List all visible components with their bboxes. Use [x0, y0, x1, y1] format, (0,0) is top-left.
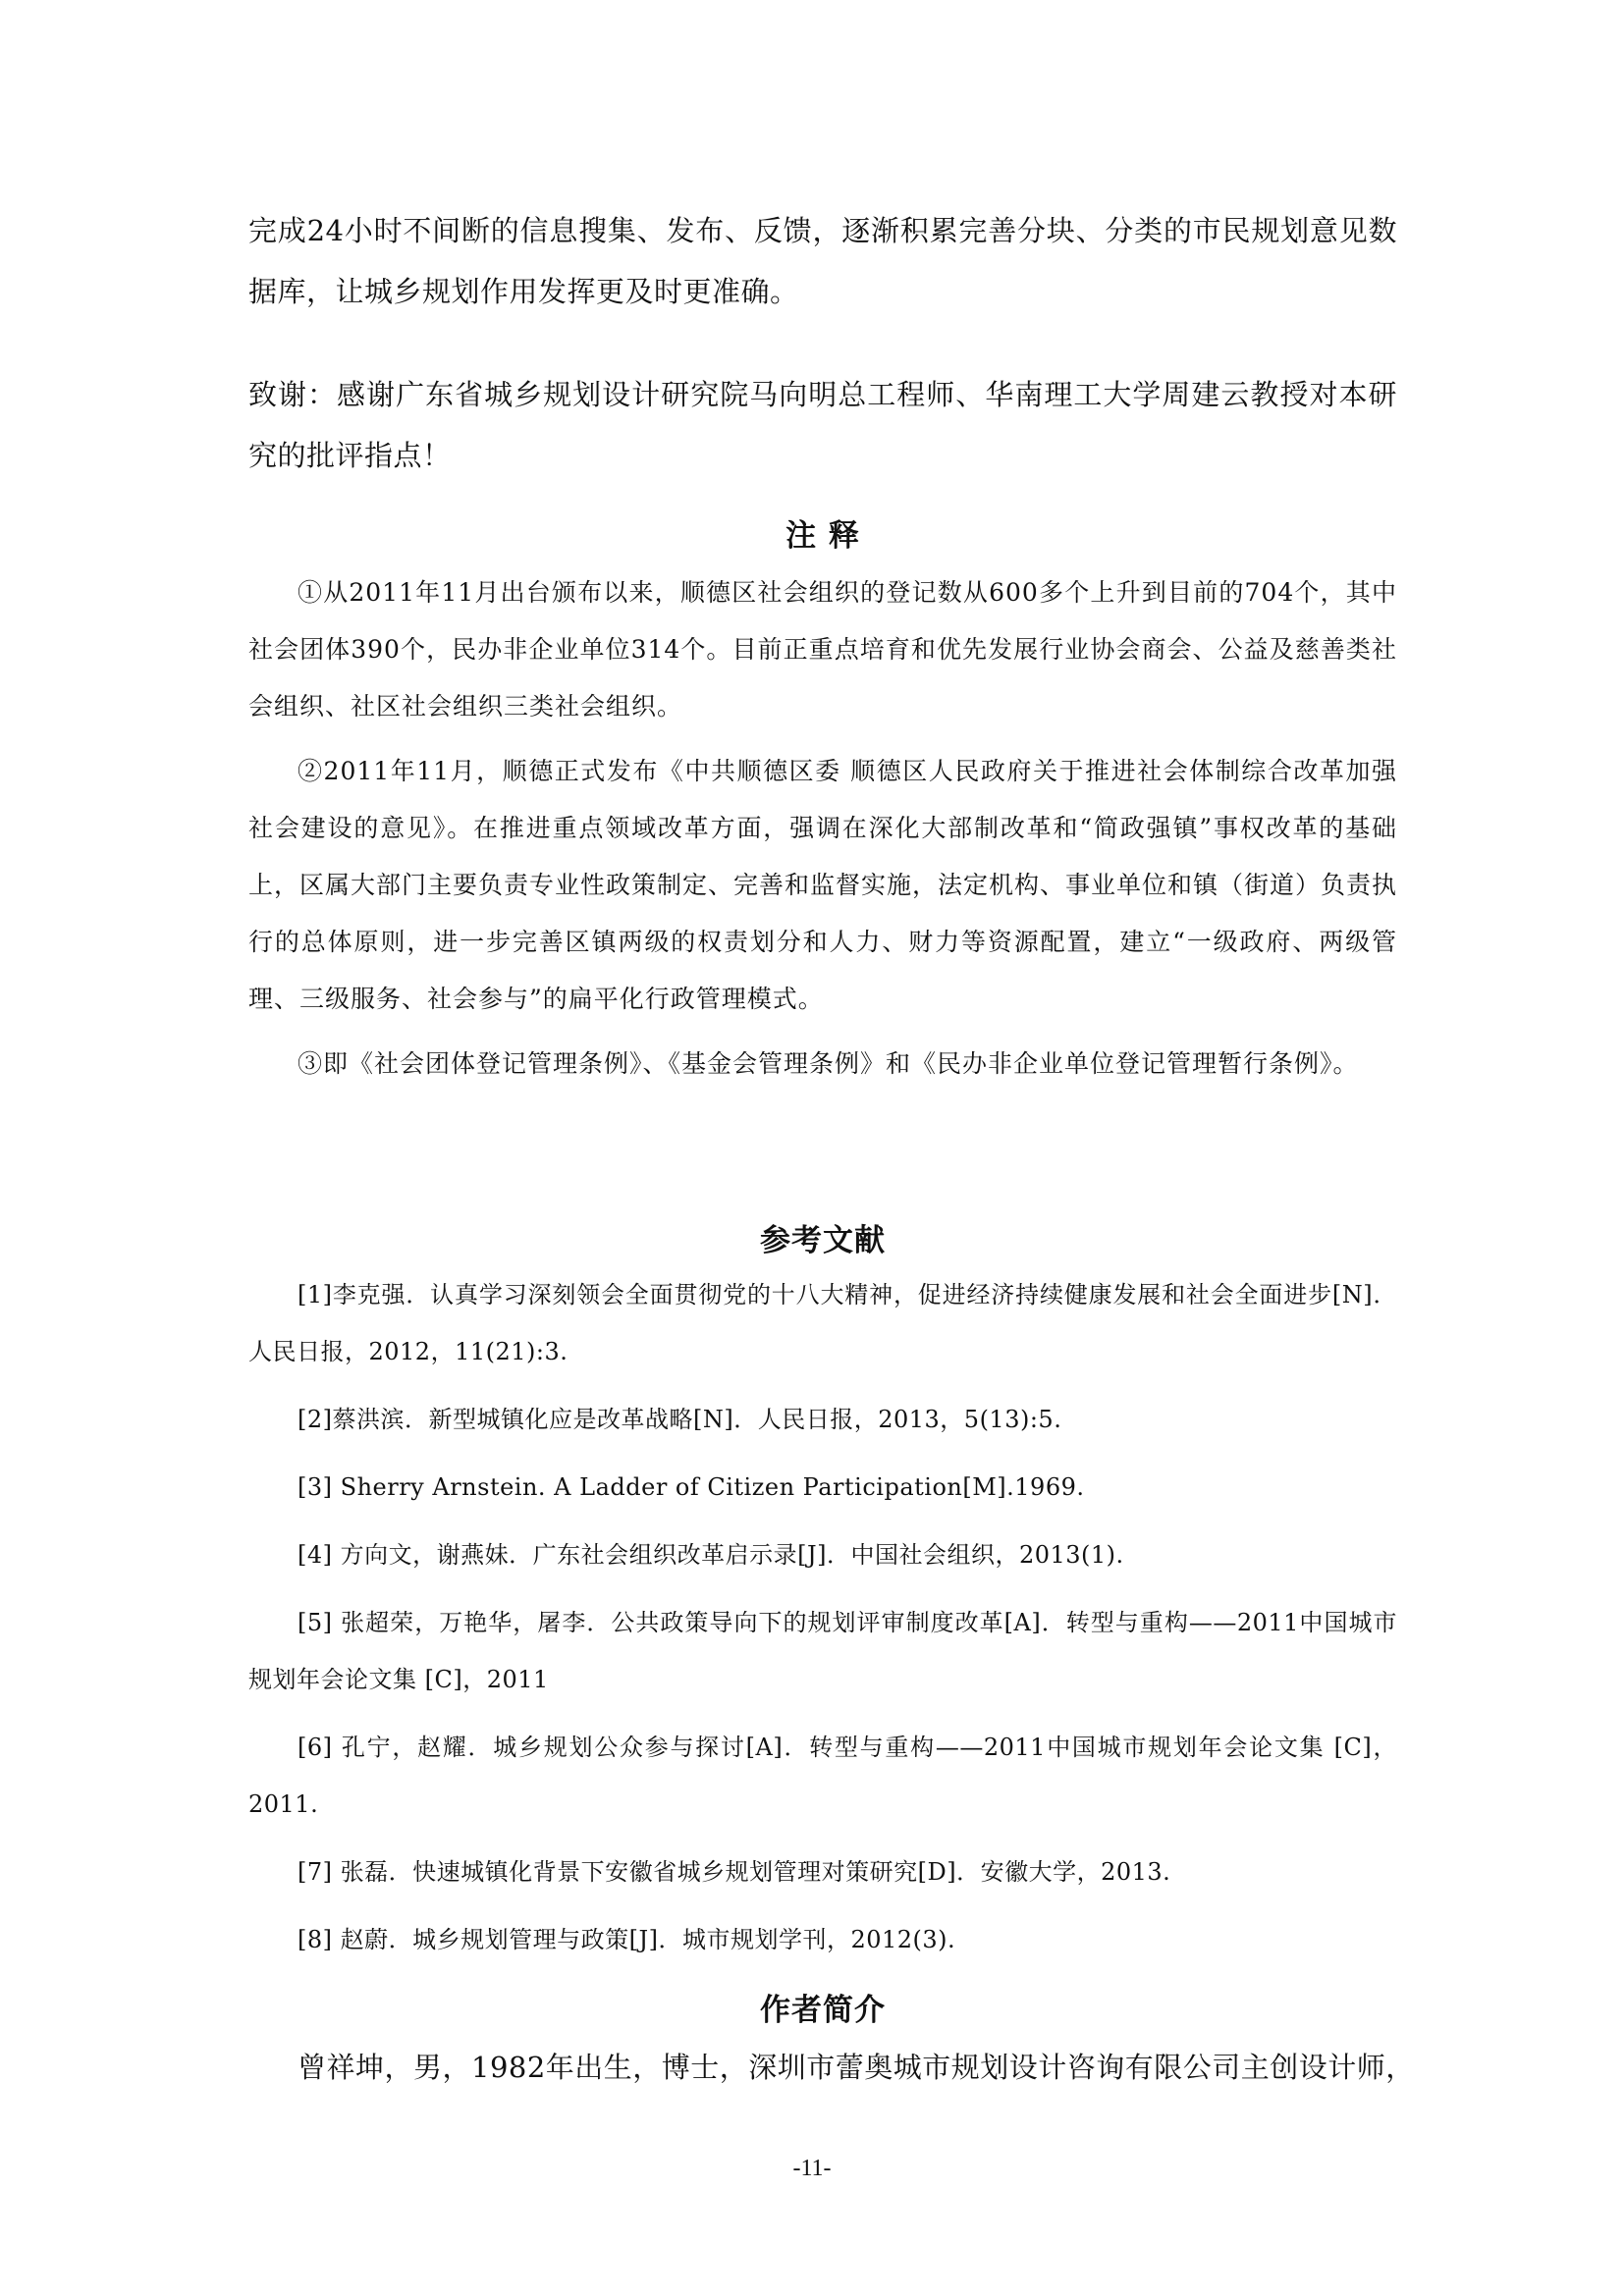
note-item-2: ②2011年11月，顺德正式发布《中共顺德区委 顺德区人民政府关于推进社会体制综合改革加强社会建设的意见》。在推进重点领域改革方面，强调在深化大部制改革和“简政强镇”事权改革的基础上，区属大部门主要负责专业性政策制定、完善和监督实施，法定机构、事业单位和镇（街道）负责执行的总体原则，进一步完善区镇两级的权责划分和人力、财力等资源配置，建立“一级政府、两级管理、三级服务、社会参与”的扁平化行政管理模式。 [248, 757, 1398, 1013]
note-item-3: ③即《社会团体登记管理条例》、《基金会管理条例》和《民办非企业单位登记管理暂行条例》。 [298, 1049, 1359, 1078]
references-title: 参考文献 [760, 1223, 886, 1258]
notes-list [248, 564, 1397, 1093]
references-list [248, 1266, 1397, 1979]
reference-item-5: [5] 张超荣，万艳华，屠李．公共政策导向下的规划评审制度改革[A]．转型与重构——2011中国城市规划年会论文集 [C]，2011 [248, 1609, 1397, 1693]
reference-item-3: [3] Sherry Arnstein. A Ladder of Citizen Participation[M].1969. [298, 1473, 1085, 1501]
reference-item-1: [1]李克强．认真学习深刻领会全面贯彻党的十八大精神，促进经济持续健康发展和社会全面进步[N]．人民日报，2012，11(21):3. [248, 1281, 1397, 1365]
author-bio [248, 2040, 1415, 2095]
author-title: 作者简介 [760, 1993, 886, 2028]
reference-item-6: [6] 孔宁，赵耀．城乡规划公众参与探讨[A]．转型与重构——2011中国城市规划年会论文集 [C]，2011. [248, 1734, 1397, 1818]
reference-item-7: [7] 张磊．快速城镇化背景下安徽省城乡规划管理对策研究[D]．安徽大学，2013. [298, 1858, 1171, 1886]
acknowledgement-paragraph: 致谢：感谢广东省城乡规划设计研究院马向明总工程师、华南理工大学周建云教授对本研究的批评指点！ [248, 378, 1397, 472]
page-number: -11- [792, 2156, 832, 2181]
reference-item-2: [2]蔡洪滨．新型城镇化应是改革战略[N]．人民日报，2013，5(13):5. [298, 1406, 1062, 1433]
notes-title: 注 释 [785, 518, 860, 554]
reference-item-4: [4] 方向文，谢燕妹．广东社会组织改革启示录[J]．中国社会组织，2013(1). [298, 1541, 1124, 1569]
reference-item-8: [8] 赵蔚．城乡规划管理与政策[J]．城市规划学刊，2012(3). [298, 1926, 956, 1953]
note-item-1: ①从2011年11月出台颁布以来，顺德区社会组织的登记数从600多个上升到目前的704个，其中社会团体390个，民办非企业单位314个。目前正重点培育和优先发展行业协会商会、公益及慈善类社会组织、社区社会组织三类社会组织。 [248, 578, 1397, 721]
author-bio-text: 曾祥坤，男，1982年出生，博士，深圳市蕾奥城市规划设计咨询有限公司主创设计师， [298, 2051, 1415, 2084]
intro-paragraph: 完成24小时不间断的信息搜集、发布、反馈，逐渐积累完善分块、分类的市民规划意见数据库，让城乡规划作用发挥更及时更准确。 [248, 214, 1397, 308]
